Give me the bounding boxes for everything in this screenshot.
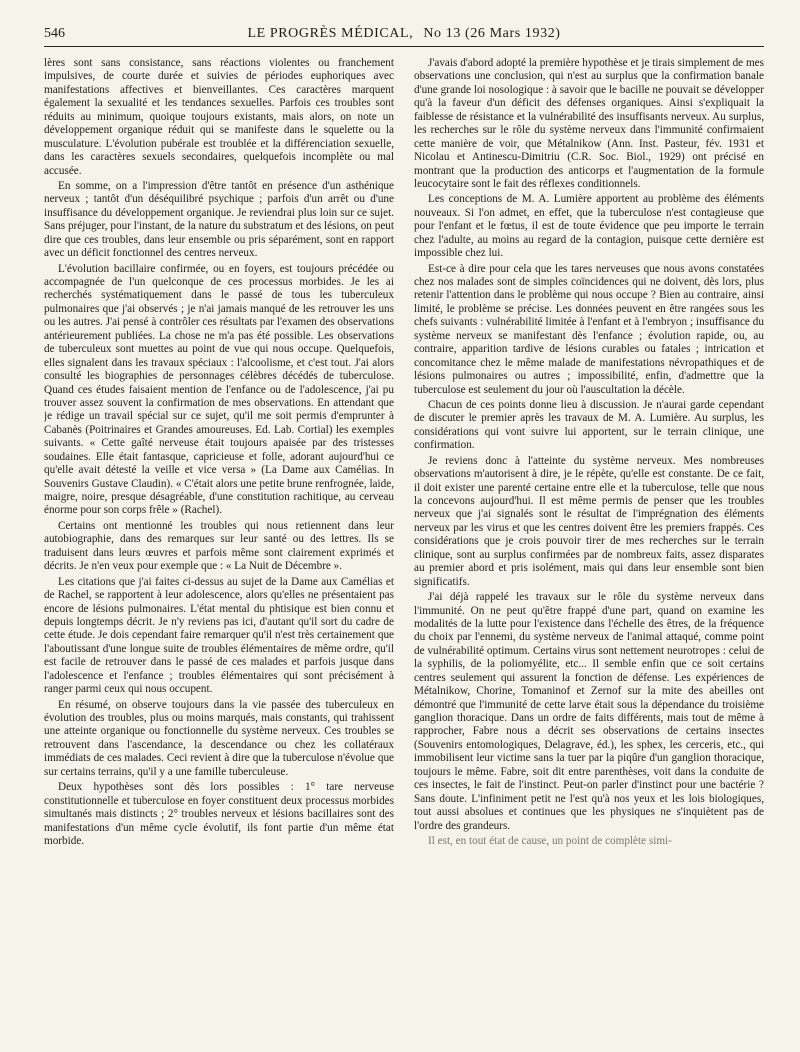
paragraph: Les conceptions de M. A. Lumière apportent au problème des éléments nouveaux. Si l'on admet, en effet, que la tuberculose n'est contagieuse que pour l'enfant et le fœtus, il est de toute évidence que peu importe le terrain chez l'adulte, au moins au regard de la contagion, puisque cette dernière est impossible chez lui. [414, 193, 764, 260]
paragraph: Est-ce à dire pour cela que les tares nerveuses que nous avons constatées chez nos malades sont de simples coïncidences qui ne doivent, dès lors, plus retenir l'attention dans le problème qui nous occupe ? Bien au contraire, ainsi limité, le problème se précise. Les données peuvent en être rangées sous les chefs suivants : vulnérabilité limitée à l'enfant et à l'embryon ; insuffisance du système nerveux se manifestant dès l'enfance ; évolution rapide, ou, au contraire, apparition tardive de lésions curables ou fatales ; intrication et concomitance chez le même malade de manifestations névropathiques et de lésions pulmonaires ou autres ; impossibilité, enfin, d'admettre que la tuberculose est seulement du jour où l'auscultation la décèle. [414, 262, 764, 396]
article-body [44, 57, 764, 1052]
paragraph: Chacun de ces points donne lieu à discussion. Je n'aurai garde cependant de discuter le premier après les travaux de M. A. Lumière. Au surplus, les considérations qui vont suivre lui apportent, sur le terrain clinique, une confirmation. [414, 398, 764, 452]
running-title [44, 26, 764, 42]
paragraph: Certains ont mentionné les troubles qui nous retiennent dans leur autobiographie, dans des remarques sur leur santé ou des lettres. Ils se traduisent dans leurs œuvres et parfois même sont clairement exprimés et décrits. Je n'en veux pour exemple que : « La Nuit de Décembre ». [44, 519, 394, 573]
page-header [44, 22, 764, 47]
journal-title: LE PROGRÈS MÉDICAL, [247, 26, 414, 41]
paragraph: En somme, on a l'impression d'être tantôt en présence d'un asthénique nerveux ; tantôt d'un déséquilibré psychique ; parfois d'un arrêt ou d'une insuffisance du développement organique. Je reviendrai plus loin sur ce sujet. Sans préjuger, pour l'instant, de la nature du substratum et des lésions, on peut dire que ces troubles, dans leur ensemble ou pris séparément, sont en rapport avec un déficit fonctionnel des centres nerveux. [44, 179, 394, 260]
paragraph: J'avais d'abord adopté la première hypothèse et je tirais simplement de mes observations une conclusion, qui n'est au surplus que la confirmation banale d'une grande loi nosologique : à savoir que le bacille ne pouvait se développer qu'à la faveur d'un déficit des défenses organiques. Ainsi s'expliquait la faiblesse de résistance et la vulnérabilité des insuffisants nerveux. Au surplus, les recherches sur le rôle du système nerveux dans l'immunité confirmaient cette manière de voir, que Métalnikow (Ann. Inst. Pasteur, fév. 1931 et Nicolau et Antinescu-Dimitriu (C.R. Soc. Biol., 1929) ont précisé en montrant que la production des anticorps et l'augmentation de la formule leucocytaire sont le fait des réflexes conditionnels. [414, 57, 764, 190]
paragraph: Deux hypothèses sont dès lors possibles : 1° tare nerveuse constitutionnelle et tuberculose en foyer constituent deux processus morbides simultanés mais distincts ; 2° troubles nerveux et lésions bacillaires sont des manifestations d'un même cycle évolutif, ils font partie d'un même état morbide. [44, 781, 394, 847]
paragraph: J'ai déjà rappelé les travaux sur le rôle du système nerveux dans l'immunité. On ne peut qu'être frappé d'une part, quand on examine les modalités de la lutte pour l'existence dans l'échelle des êtres, de la fréquence du choix par l'ennemi, du système nerveux de l'animal attaqué, comme point de vulnérabilité optimum. Certains virus sont nettement neurotropes : celui de la syphilis, de la poliomyélite, etc... Il semble enfin que ce soit certains centres seulement qui assurent la fonction de défense. Les expériences de Métalnikow, Chorine, Tomaninof et Zernof sur la mite des abeilles ont démontré que l'immunité de cette larve était sous la dépendance du troisième ganglion thoracique. Dans un ordre de faits différents, mais tout de même à rapprocher, Fabre nous a décrit ses observations de certains insectes (Souvenirs entomologiques, Delagrave, éd.), les sphex, les cerceris, etc., qui immobilisent leur victime sans la tuer par la piqûre d'un ganglion thoracique, toujours le même. Fabre, soit dit entre parenthèses, voit dans la conduite de ces insectes, le fait de l'instinct. Peut-on parler d'instinct pour une bactérie ? Sans doute. L'infiniment petit ne l'est qu'à nos yeux et les lois biologiques, tout aussi absolues et continues que les physiques ne s'inquiètent pas de l'ordre des grandeurs. [414, 591, 764, 832]
paragraph: Les citations que j'ai faites ci-dessus au sujet de la Dame aux Camélias et de Rachel, se rapportent à leur adolescence, alors qu'elles ne présentaient pas encore de lésions pulmonaires. L'état mental du phtisique est bien connu et depuis longtemps décrit. Je n'y reviens pas ici, d'autant qu'il sort du cadre de cette étude. Je dois cependant faire remarquer qu'il n'est très certainement que l'aboutissant d'une longue suite de troubles élémentaires de même ordre, qu'il est facile de retrouver dans le passé de ces malades et parfois jusque dans l'adolescence et l'enfance ; troubles élémentaires qui sont précisément à ranger parmi ceux qui nous occupent. [44, 575, 394, 696]
issue-label: No 13 (26 Mars 1932) [423, 26, 561, 41]
paragraph: Il est, en tout état de cause, un point de complète simi- [428, 834, 672, 847]
paragraph: lères sont sans consistance, sans réactions violentes ou franchement impulsives, de courte durée et suivies de périodes euphoriques avec manifestations affectives et bienveillantes. Ces caractères marquent également la sexualité et les tendances sexuelles. Parfois ces troubles sont réduits au minimum, quoique toujours existants, mais alors, on note un développement organique réduit qui se manifeste dans le squelette ou la musculature. L'évolution pubérale est troublée et la différenciation sexuelle, dans les caractères sexuels secondaires, quelquefois incomplète ou mal accusée. [44, 57, 394, 177]
left-column [44, 57, 394, 1052]
paragraph: L'évolution bacillaire confirmée, ou en foyers, est toujours précédée ou accompagnée de l'un quelconque de ces processus morbides. Je les ai recherchés systématiquement dans le passé de tous les tuberculeux pulmonaires que j'ai observés ; je n'ai jamais manqué de les retrouver les uns ou les autres. J'ai pensé à contrôler ces résultats par l'examen des observations antérieurement publiées. La chose ne m'a pas été possible. Les observations de tuberculeux sont muettes au point de vue qui nous occupe. Quelquefois, elles signalent dans les travaux spéciaux : l'alcoolisme, et c'est tout. J'ai alors consulté les biographies de personnages célèbres décédés de tuberculose. Quand ces études faisaient mention de l'enfance ou de l'adolescence, j'ai pu trouver assez souvent la confirmation de mes observations. En attendant que je rédige un travail spécial sur ce sujet, qu'il me soit permis d'emprunter à Cabanès (Poitrinaires et Grandes amoureuses. Ed. Lab. Cortial) les exemples suivants. « Cette gaîté nerveuse était toujours apaisée par des tristesses soudaines. Elle était fantasque, capricieuse et folle, adorant aujourd'hui ce qu'elle avait détesté la veille et vice versa » (La Dame aux Camélias. In Souvenirs Gustave Claudin). « C'était alors une petite brune renfrognée, laide, maigre, noire, presque désagréable, d'une constitution rachitique, au cerveau énorme pour son corps frêle » (Rachel). [44, 262, 394, 517]
page-number: 546 [44, 26, 65, 41]
paragraph: En résumé, on observe toujours dans la vie passée des tuberculeux en évolution des troubles, plus ou moins marqués, mais constants, qui trahissent une atteinte organique ou fonctionnelle du système nerveux. Ces troubles se retrouvent dans l'ascendance, la descendance ou chez les collatéraux immédiats de ces malades. Ceci revient à dire que la tuberculose n'évolue que sur certains terrains, qu'il y a une famille tuberculeuse. [44, 698, 394, 778]
right-column [414, 57, 764, 1052]
paragraph: Je reviens donc à l'atteinte du système nerveux. Mes nombreuses observations m'autorisent à dire, je le répète, qu'elle est constante. De ce fait, il doit exister une parenté certaine entre elle et la tuberculose, telle que nous la concevons aujourd'hui. Il est même permis de penser que les troubles nerveux que j'ai signalés sont le résultat de l'imprégnation des éléments nerveux par les virus et que les centres doivent être les premiers frappés. Ces considérations que je crois pouvoir tirer de mes recherches sur le terrain clinique, sont au surplus confirmées par de nombreux faits, assez disparates au premier abord et pris isolément, mais qui dans leur ensemble sont bien significatifs. [414, 454, 764, 588]
